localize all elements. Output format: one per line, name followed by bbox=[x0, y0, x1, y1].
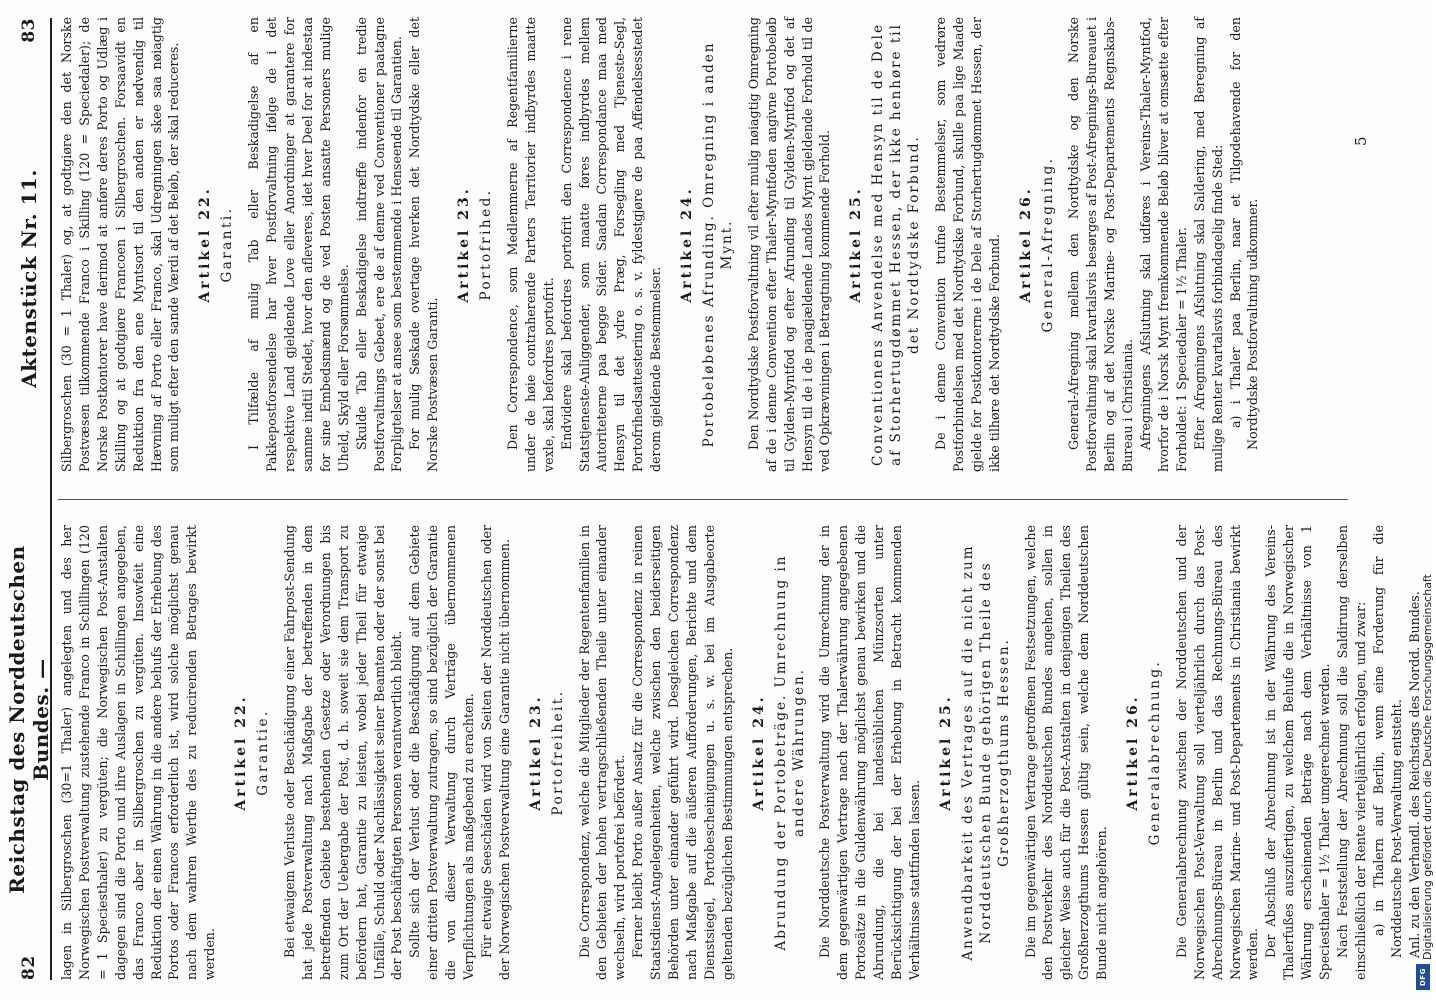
norwegian-article-22-para-1: I Tilfælde af mulig Tab eller Beskadigelse af en Pakkepostforsendelse har hver Postforvaltning ifølge de i det respektive Land gjeldende Love eller Anordninger at garantere for samme indtil Stedet, hvor den afleveres, idet hver Deel for at indestaa for sine Embedsmænd og de ved Posten ansatte Personers mulige Uheld, Skyld eller Forsømmelse. bbox=[246, 17, 351, 472]
german-article-26-item-a: a) in Thalern auf Berlin, wenn eine Forderung für die Norddeutsche Post-Verwaltung entsteht. bbox=[1370, 525, 1404, 958]
german-article-26-para-2: Der Abschluß der Abrechnung ist in der Währung des Vereins-Thalerfußes auszufertigen, zu welchem Behufe die in Norwegischer Währung erscheinenden Beträge nach dem Verhältnisse von 1 Speciesthaler = 1½ Thaler umgerechnet werden. bbox=[1263, 525, 1333, 980]
norwegian-article-23-para-1: Den Correspondence, som Medlemmerne af Regentfamilierne under de høie contraherende Parters Territorier indbyrdes maatte vexle, skal befordres portofrit. bbox=[504, 17, 556, 472]
german-article-22-title: Artikel 22. bbox=[233, 694, 250, 811]
norwegian-article-23-title: Artikel 23. bbox=[456, 186, 473, 303]
norwegian-article-22-title: Artikel 22. bbox=[197, 186, 214, 303]
norwegian-article-24-subtitle: Portobeløbenes Afrunding. Omregning i anden Mynt. bbox=[701, 41, 735, 448]
german-article-24-title: Artikel 24. bbox=[750, 694, 767, 811]
norwegian-article-22-para-2: Skulde Tab eller Beskadigelse indtræffe indenfor en tredie Postforvaltnings Gebeet, ere de af denne ved Conventioner paatagne Forpligtelser at ansee som bestemmende i Henseende til Garantien. bbox=[353, 17, 405, 472]
german-column bbox=[58, 525, 1422, 980]
german-article-23-title: Artikel 23. bbox=[527, 694, 544, 811]
german-article-22-para-3: Für etwaige Seeschäden wird von Seiten der Norddeutschen oder der Norwegischen Postverwaltung eine Garantie nicht übernommen. bbox=[478, 525, 512, 980]
header-page-number-right: 83 bbox=[19, 18, 39, 43]
norwegian-article-26-para-3: Efter Afregningens Afslutning skal Saldering, med Beregning af mulige Renter kvartalsvis forbindagelig finde Sted: bbox=[1191, 17, 1225, 472]
header-title-left: Reichstag des Norddeutschen Bundes. — bbox=[5, 545, 53, 894]
norwegian-article-26-item-a: a) i Thaler paa Berlin, naar et Tilgodehavende for den Nordtydske Postforvaltning udkommer. bbox=[1227, 17, 1261, 450]
norwegian-article-24-title: Artikel 24. bbox=[679, 186, 696, 303]
header-page-number-left: 82 bbox=[19, 955, 39, 980]
german-footnote: Anl. zu den Verhandl. des Reichstags des Nordd. Bundes. bbox=[1406, 591, 1422, 958]
german-article-26-subtitle: Generalabrechnung. bbox=[1146, 659, 1163, 846]
norwegian-article-26-subtitle: General-Afregning. bbox=[1039, 156, 1056, 333]
norwegian-article-23-para-2: Endvidere skal befordres portofrit den Correspondence i rene Statstjeneste-Anliggender, som maatte føres indbyrdes mellem Autoriteterne paa begge Sider. Saadan Correspondance maa med Hensyn til det ydre Præg, Forsegling med Tjeneste-Segl, Portofrihedsattestering o. s. v. fyldestgjøre de paa Affendelsesstedet derom gjeldende Bestemmelser. bbox=[558, 17, 664, 472]
norwegian-article-26-para-2: Afregningens Afslutning skal udføres i Vereins-Thaler-Myntfod, hvorfor de i Norsk Mynt fremkommende Beløb bliver at omsætte efter Forholdet: 1 Speciedaler = 1½ Thaler. bbox=[1138, 17, 1189, 472]
norwegian-article-26-para-1: General-Afregning mellem den Nordtydske og den Norske Postforvaltning skal kvartalsvis besørges af Post-Afregnings-Bureauet i Berlin og af det Norske Marine- og Post-Departements Regnskabs-Bureau i Christiania. bbox=[1066, 17, 1136, 472]
norwegian-article-22-subtitle: Garanti. bbox=[219, 206, 236, 283]
german-article-23-para-2: Ferner bleibt Porto außer Ansatz für die Correspondenz in reinen Staatsdienst-Angelegenheiten, welche zwischen den beiderseitigen Behörden unter einander geführt wird. Desgleichen Correspondenz nach Maßgabe auf die äußeren Aufforderungen, Berichte und dem Dienstsiegel, Portobescheinigungen u. s. w. bei im Ausgabeorte geltenden bezüglichen Bestimmungen entsprechen. bbox=[630, 525, 735, 980]
norwegian-article-25-para-1: De i denne Convention trufne Bestemmelser, som vedrøre Postforbindelsen med det Nordtydske Forbund, skulle paa lige Maade gjelde for Postkontorerne i de Dele af Storhertugdømmet Hessen, der ikke tilhøre det Nordtydske Forbund. bbox=[932, 17, 1002, 472]
norwegian-article-23-subtitle: Portofrihed. bbox=[478, 188, 495, 301]
norwegian-article-26-title: Artikel 26. bbox=[1017, 186, 1034, 303]
column-divider bbox=[58, 499, 1348, 500]
german-article-26-para-1: Die Generalabrechnung zwischen der Norddeutschen und der Norwegischen Post-Verwaltung soll vierteljährlich durch das Post-Abrechnungs-Büreau in Berlin und das Rechnungs-Büreau des Norwegischen Marine- und Post-Departements in Christiania bewirkt werden. bbox=[1173, 525, 1261, 980]
page-number: 5 bbox=[1352, 136, 1370, 146]
german-article-25-title: Artikel 25. bbox=[937, 694, 954, 811]
norwegian-article-25-title: Artikel 25. bbox=[848, 186, 865, 303]
norwegian-intro: Silbergroschen (30 = 1 Thaler) og, at godtgiøre den det Norske Postvæsen tilkommende Franco i Skilling (120 = Speciedaler); de Norske Postkontorer have derimod at anføre deres Porto og Udlæg i Skilling og at godtgiøre Francoen i Silbergroschen. Forsaavidt en Reduktion fra den ene Myntsort til den anden er nødvendig til Hævning af Porto eller Franco, skal Udregningen skee saa nøiagtig som muligt efter den sande Værdi af det Beløb, der skal reduceres. bbox=[59, 17, 182, 472]
german-article-22-subtitle: Garantie. bbox=[255, 709, 272, 796]
norwegian-article-25-subtitle: Conventionens Anvendelse med Hensyn til de Dele af Storhertugdømmet Hessen, der ikke henhøre til det Nordtydske Forbund. bbox=[870, 23, 923, 466]
german-article-25-para-1: Die im gegenwärtigen Vertrage getroffenen Festsetzungen, welche den Postverkehr des Norddeutschen Bundes angehen, sollen in gleicher Weise auch für die Post-Anstalten in denjenigen Theilen des Großherzogthums Hessen gültig sein, welche dem Norddeutschen Bunde nicht angehören. bbox=[1022, 525, 1110, 980]
german-article-22-para-2: Sollte sich der Verlust oder die Beschädigung auf dem Gebiete einer dritten Postverwaltung zutragen, so sind bezüglich der Garantie die von dieser Verwaltung durch Verträge übernommenen Verpflichtungen als maßgebend zu erachten. bbox=[407, 525, 477, 980]
german-intro: lagen in Silbergroschen (30=1 Thaler) angelegten und des her Norwegischen Postverwaltung zustehende Franco in Schillingen (120 = 1 Speciesthaler) zu vergüten; die Norwegischen Post-Anstalten dagegen sind die Porto und ihre Auslagen in Schillingen angegeben, das Franco aber in Silbergroschen zu vergüten. Insowfeit eine Reduktion der einen Währung in die andere behufs der Erhebung des Portos oder Francos erforderlich ist, wird solche möglichst genau nach dem wahren Werthe des zu reducirenden Betrages bewirkt werden. bbox=[59, 525, 218, 980]
german-article-24-subtitle: Abrundung der Portobeträge. Umrechnung in andere Währungen. bbox=[772, 554, 807, 951]
dfg-logo: DFG bbox=[1416, 964, 1430, 990]
norwegian-column bbox=[58, 17, 1358, 472]
norwegian-article-22-para-3: For mulig Søskade overtage hverken det Nordtydske eller det Norske Postvæsen Garanti. bbox=[407, 17, 441, 472]
german-article-25-subtitle: Anwendbarkeit des Vertrages auf die nicht zum Norddeutschen Bunde gehörigen Theile des Großherzogthums Hessen. bbox=[959, 544, 1012, 961]
german-article-23-para-1: Die Correspondenz, welche die Mitglieder der Regentenfamilien in den Gebieten der hohen vertragschließenden Theile unter einander wechseln, wird portofrei befördert. bbox=[576, 525, 628, 980]
digitization-credit: Digitalisierung gefördert durch die Deutsche Forschungsgemeinschaft bbox=[1420, 574, 1434, 960]
german-article-26-para-3: Nach Feststellung der Abrechnung soll die Saldirung derselben einschließlich der Rente vierteljährlich erfolgen, und zwar: bbox=[1335, 525, 1368, 980]
norwegian-article-24-para-1: Den Nordtydske Postforvaltning vil efter mulig nøiagtig Omregning af de i denne Convention efter Thaler-Myntfoden angivne Portobeløb til Gylden-Myntfod og efter Afrunding til Gylden-Myntfod og det af Hensyn til de i de paagjældende Landes Mynt gjeldende Forhold til de ved Opkrævningen i Betragtning kommende Forhold. bbox=[745, 17, 833, 472]
german-article-23-subtitle: Portofreiheit. bbox=[549, 689, 566, 816]
german-article-24-para-1: Die Norddeutsche Postverwaltung wird die Umrechnung der in dem gegenwärtigen Vertrage nach der Thalerwährung angegebenen Portosätze in die Guldenwährung möglichst genau bewirken und die Abrundung, die bei landesüblichen Münzsorten unter Berücksichtigung der bei der Erhebung in Betracht kommenden Verhältnisse stattfinden lassen. bbox=[817, 525, 922, 980]
german-article-26-title: Artikel 26. bbox=[1125, 694, 1142, 811]
german-article-22-para-1: Bei etwaigem Verluste oder Beschädigung einer Fahrpost-Sendung hat jede Postverwaltung nach Maßgabe der betreffenden in dem betreffenden Gebiete bestehenden Gesetze oder Verordnungen bis zum Ort der Uebergabe der Post, d. h. soweit sie dem Transport zu befördern hat, Garantie zu leisten, wobei jeder Theil für etwaige Unfälle, Schuld oder Nachlässigkeit seiner Beamten oder der sonst bei der Post beschäftigten Personen verantwortlich bleibt. bbox=[281, 525, 405, 980]
header-title-right: Aktenstück Nr. 11. bbox=[17, 169, 41, 388]
header-rule bbox=[50, 18, 52, 980]
page-header bbox=[5, 18, 53, 980]
